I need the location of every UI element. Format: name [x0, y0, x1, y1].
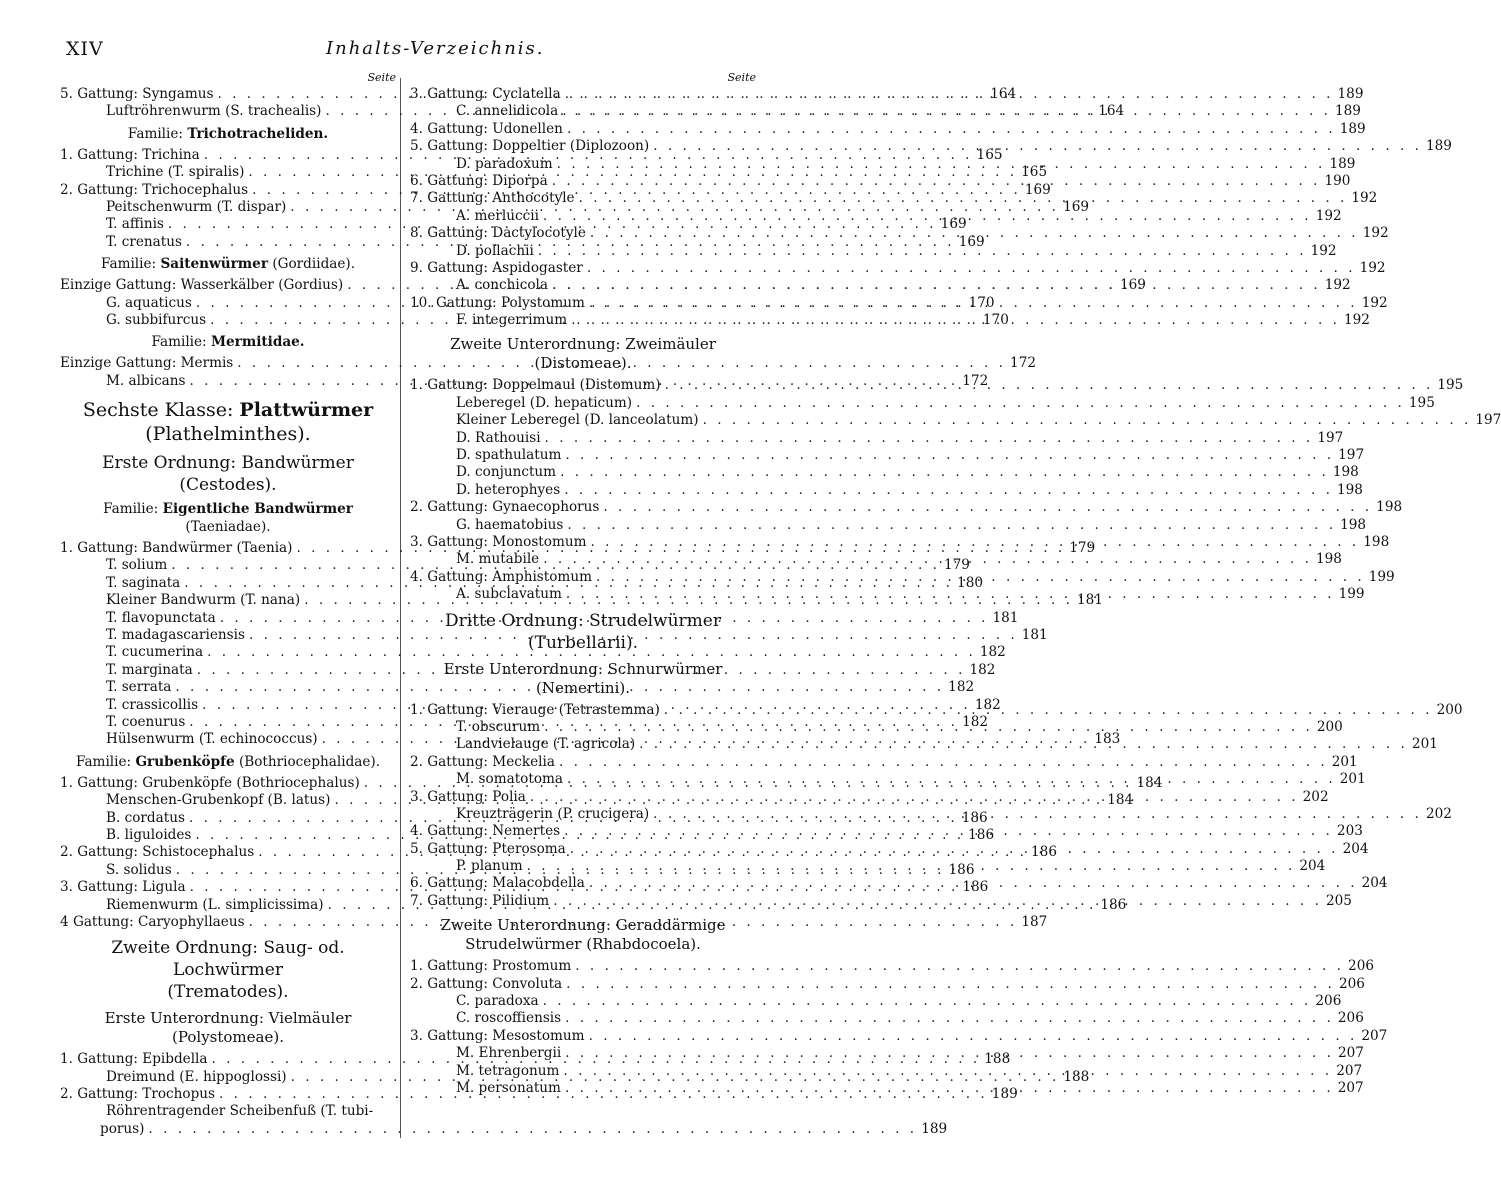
entry-label: Einzige Gattung: Mermis — [60, 355, 234, 372]
entry-label: M. albicans — [106, 372, 186, 389]
toc-entry — [410, 447, 1365, 464]
toc-entry — [60, 216, 967, 233]
toc-entry — [60, 1103, 396, 1120]
entry-label: Röhrentragender Scheibenfuß (T. tubi- — [106, 1103, 374, 1120]
entry-label: 2. Gattung: Convoluta — [410, 975, 563, 992]
entry-label: 4. Gattung: Udonellen — [410, 120, 563, 137]
page-ref: 188 — [984, 1051, 1011, 1068]
page-ref: 169 — [940, 216, 967, 233]
toc-entry — [410, 464, 1359, 481]
entry-label: 5. Gattung: Pterosoma — [410, 840, 566, 857]
heading-text: Erste Unterordnung: Vielmäuler — [104, 1009, 352, 1028]
family-prefix: Familie: — [75, 753, 136, 770]
page-ref: 197 — [1317, 429, 1344, 446]
entry-label: D. paradoxum — [456, 155, 553, 172]
entry-label: 2. Gattung: Schistocephalus — [60, 844, 255, 861]
entry-label: 2. Gattung: Gynaecophorus — [410, 499, 600, 516]
entry-label: G. haematobius — [456, 516, 564, 533]
entry-label: 5. Gattung: Doppeltier (Diplozoon) — [410, 138, 650, 155]
page-ref: 186 — [1100, 896, 1127, 913]
family-heading — [60, 500, 396, 536]
dot-leader — [563, 121, 1336, 138]
dot-leader — [558, 103, 1331, 120]
page-ref: 189 — [921, 1120, 948, 1137]
entry-label: T. cucumerina — [106, 644, 204, 661]
page-ref: 186 — [962, 879, 989, 896]
entry-label: Kleiner Bandwurm (T. nana) — [106, 592, 301, 609]
dot-leader — [548, 277, 1321, 294]
family-heading — [60, 125, 396, 143]
entry-label: D. conjunctum — [456, 464, 557, 481]
page-ref: 204 — [1342, 840, 1369, 857]
page-ref: 206 — [1337, 1010, 1364, 1027]
dot-leader — [539, 208, 1312, 225]
entry-label: 9. Gattung: Aspidogaster — [410, 259, 583, 276]
heading-text: Erste Ordnung: Bandwürmer (Cestodes). — [102, 453, 354, 496]
entry-label: T. madagascariensis — [106, 627, 245, 644]
entry-label: Leberegel (D. hepaticum) — [456, 394, 633, 411]
page-ref: 204 — [1361, 875, 1388, 892]
page-ref: 189 — [1329, 155, 1356, 172]
page-ref: 180 — [957, 574, 983, 591]
page-ref: 182 — [962, 713, 989, 730]
entry-label: Einzige Gattung: Wasserkälber (Gordius) — [60, 277, 344, 294]
entry-label: Riemenwurm (L. simplicissima) — [106, 896, 324, 913]
page-ref: 200 — [1436, 701, 1463, 718]
page-ref: 198 — [1336, 481, 1363, 498]
family-suffix: (Bothriocephalidae). — [234, 753, 381, 770]
entry-label: A. conchicola — [456, 277, 548, 294]
page-ref: 207 — [1337, 1045, 1364, 1062]
order-heading — [410, 610, 756, 654]
entry-label: A. subclavatum — [456, 586, 562, 603]
toc-entry — [410, 1027, 1388, 1045]
suborder-heading — [410, 335, 756, 373]
heading-latin: (Turbellarii). — [527, 632, 639, 653]
page-ref: 198 — [1315, 551, 1342, 568]
dot-leader — [649, 806, 1422, 823]
family-name: Eigentliche Bandwürmer — [162, 501, 353, 518]
dot-leader — [585, 295, 1358, 312]
dot-leader — [548, 173, 1321, 190]
entry-label: T. coenurus — [106, 713, 186, 730]
page-number: XIV — [66, 38, 104, 60]
entry-label: M. Ehrenbergii — [456, 1045, 562, 1062]
heading-text: Zweite Unterordnung: Zweimäuler — [450, 335, 716, 354]
entry-label: M. personatum — [456, 1079, 561, 1096]
page-ref: 197 — [1475, 412, 1501, 429]
dot-leader — [534, 243, 1307, 260]
heading-text: Dritte Ordnung: Strudelwürmer — [445, 610, 721, 631]
page-ref: 169 — [958, 233, 985, 250]
entry-label: C. roscoffiensis — [456, 1010, 562, 1027]
page-ref: 201 — [1339, 771, 1366, 788]
page-ref: 207 — [1361, 1027, 1388, 1044]
entry-label: 6. Gattung: Malacobdella — [410, 875, 585, 892]
entry-label: 10. Gattung: Polystomum — [410, 294, 585, 311]
page-ref: 207 — [1337, 1079, 1364, 1096]
entry-label: 7. Gattung: Pilidium — [410, 892, 550, 909]
entry-label: 8. Gattung: Dactylocotyle — [410, 225, 586, 242]
page-ref: 195 — [1437, 377, 1464, 394]
entry-label: 1. Gattung: Trichina — [60, 146, 200, 163]
dot-leader — [144, 1121, 917, 1138]
class-prefix: Sechste Klasse: — [82, 399, 240, 422]
family-prefix: Familie: — [151, 334, 211, 351]
dot-leader — [632, 395, 1405, 412]
family-suffix: (Taeniadae). — [185, 519, 271, 536]
dot-leader — [539, 993, 1312, 1010]
entry-label: G. subbifurcus — [106, 311, 207, 328]
entry-label: B. cordatus — [106, 809, 185, 826]
page-ref: 189 — [1337, 86, 1364, 102]
entry-label: D. heterophyes — [456, 481, 561, 498]
family-name: Mermitidae. — [210, 334, 305, 351]
family-suffix: (Gordiidae). — [268, 256, 356, 273]
entry-label: P. planum — [456, 858, 523, 875]
page-ref: 198 — [1332, 464, 1359, 481]
entry-label: Luftröhrenwurm (S. trachealis) — [106, 103, 322, 120]
entry-label: Dreimund (E. hippoglossi) — [106, 1068, 287, 1085]
seite-label: Seite — [367, 71, 396, 84]
page-ref: 192 — [1362, 225, 1389, 242]
dot-leader — [562, 976, 1335, 993]
dot-leader — [583, 260, 1356, 277]
toc-entry — [410, 975, 1365, 993]
seite-label: Seite — [727, 71, 756, 84]
suborder-heading — [60, 1009, 396, 1047]
entry-label: D. spathulatum — [456, 447, 562, 464]
dot-leader — [562, 586, 1335, 603]
page-ref: 197 — [1338, 447, 1365, 464]
entry-label: 1. Gattung: Vierauge (Tetrastemma) — [410, 701, 660, 718]
page-ref: 181 — [1076, 592, 1103, 609]
toc-entry — [60, 644, 1006, 661]
entry-label: T. solium — [106, 557, 168, 574]
page-ref: 187 — [1021, 913, 1048, 930]
page-ref: 198 — [1340, 516, 1367, 533]
dot-leader — [556, 464, 1329, 481]
page-ref: 206 — [1348, 958, 1374, 975]
page-ref: 181 — [992, 609, 1019, 626]
page-ref: 199 — [1368, 568, 1395, 585]
entry-label: 2. Gattung: Trochopus — [60, 1086, 216, 1103]
running-header-title: Inhalts-Verzeichnis. — [326, 38, 545, 59]
entry-label: G. aquaticus — [106, 294, 192, 311]
entry-label: 3. Gattung: Cyclatella — [410, 86, 561, 102]
entry-label: D. Rathouisi — [456, 429, 541, 446]
dot-leader — [592, 569, 1365, 586]
dot-leader — [561, 1080, 1334, 1097]
toc-entry — [410, 242, 1337, 260]
dot-leader — [660, 702, 1433, 719]
dot-leader — [541, 430, 1314, 447]
page-ref: 192 — [1310, 242, 1337, 259]
dot-leader — [699, 412, 1472, 429]
heading-latin: (Distomeae). — [534, 354, 632, 373]
entry-label: 4. Gattung: Amphistomum — [410, 568, 592, 585]
entry-label: Kreuzträgerin (P. crucigera) — [456, 805, 650, 822]
entry-label: 1. Gattung: Grubenköpfe (Bothriocephalus) — [60, 774, 360, 791]
page-ref: 189 — [1334, 103, 1361, 120]
entry-label: Hülsenwurm (T. echinococcus) — [106, 731, 318, 748]
page-ref: 190 — [1324, 172, 1351, 189]
toc-entry — [410, 394, 1435, 412]
entry-label: Trichine (T. spiralis) — [106, 164, 245, 181]
dot-leader — [540, 719, 1313, 736]
page-ref: 192 — [1361, 294, 1388, 311]
entry-label: B. liguloides — [106, 826, 192, 843]
page-ref: 202 — [1302, 788, 1329, 805]
entry-label: 7. Gattung: Anthocotyle — [410, 190, 575, 207]
dot-leader — [561, 447, 1334, 464]
entry-label: 1. Gattung: Doppelmaul (Distomum) — [410, 377, 661, 394]
entry-label: M. somatotoma — [456, 771, 564, 788]
dot-leader — [559, 1063, 1332, 1080]
page-ref: 164 — [1098, 103, 1125, 120]
entry-label: C. annelidicola — [456, 103, 559, 120]
page-ref: 192 — [1359, 259, 1386, 276]
toc-entry — [410, 1010, 1364, 1027]
dot-leader — [599, 499, 1372, 516]
entry-label: 3. Gattung: Mesostomum — [410, 1027, 585, 1044]
page-ref: 184 — [1136, 774, 1163, 791]
page-ref: 189 — [991, 1086, 1018, 1103]
page-ref: 169 — [1024, 181, 1051, 198]
page-ref: 184 — [1107, 792, 1134, 809]
class-name: Plattwürmer — [239, 399, 374, 422]
class-latin: (Plathelminthes). — [145, 423, 311, 446]
page-ref: 172 — [1010, 355, 1036, 372]
entry-label: T. crassicollis — [106, 696, 199, 713]
toc-entry — [410, 412, 1501, 429]
entry-label: 5. Gattung: Syngamus — [60, 86, 214, 102]
page-ref: 181 — [1021, 627, 1048, 644]
page-ref: 164 — [990, 86, 1017, 102]
dot-leader — [553, 156, 1326, 173]
dot-leader — [523, 858, 1296, 875]
dot-leader — [539, 551, 1312, 568]
class-heading — [60, 398, 396, 446]
dot-leader — [567, 312, 1340, 329]
page-ref: 192 — [1351, 190, 1378, 207]
order-heading — [60, 452, 396, 496]
entry-label: M. mutabile — [456, 551, 540, 568]
page-ref: 201 — [1331, 753, 1358, 770]
entry-label: 1. Gattung: Epibdella — [60, 1051, 208, 1068]
entry-label: C. paradoxa — [456, 993, 539, 1010]
page-ref: 207 — [1336, 1062, 1363, 1079]
entry-label: T. saginata — [106, 574, 181, 591]
toc-entry — [60, 1120, 948, 1138]
page-ref: 200 — [1316, 718, 1343, 735]
entry-label: M. tetragonum — [456, 1062, 560, 1079]
page-ref: 172 — [962, 372, 989, 389]
entry-label: Menschen-Grubenkopf (B. latus) — [106, 792, 331, 809]
page-ref: 188 — [1063, 1068, 1090, 1085]
heading-latin: (Trematodes). — [167, 982, 289, 1003]
page-ref: 204 — [1299, 858, 1326, 875]
entry-label: 1. Gattung: Bandwürmer (Taenia) — [60, 540, 293, 557]
dot-leader — [661, 377, 1434, 394]
suborder-heading — [410, 916, 756, 954]
entry-label: T. crenatus — [106, 233, 182, 250]
page-ref: 182 — [969, 661, 996, 678]
toc-entry — [410, 259, 1386, 277]
page-ref: 165 — [1021, 164, 1048, 181]
page-ref: 201 — [1411, 736, 1438, 753]
entry-label: 4. Gattung: Nemertes — [410, 823, 561, 840]
toc-entry — [410, 481, 1363, 499]
dot-leader — [560, 482, 1333, 499]
dot-leader — [649, 138, 1422, 155]
dot-leader — [587, 534, 1360, 551]
entry-label: T. marginata — [106, 661, 193, 678]
dot-leader — [563, 771, 1336, 788]
family-name: Trichotracheliden. — [187, 125, 329, 142]
page-ref: 203 — [1336, 823, 1363, 840]
entry-label: A. merluccii — [456, 207, 539, 224]
entry-label: T. affinis — [106, 216, 164, 233]
page-ref: 199 — [1338, 586, 1365, 603]
page-ref: 189 — [1339, 120, 1366, 137]
entry-label: Kleiner Leberegel (D. lanceolatum) — [456, 412, 699, 429]
page-ref: 192 — [1315, 207, 1342, 224]
dot-leader — [585, 1028, 1358, 1045]
page-ref: 170 — [982, 311, 1009, 328]
page-ref: 195 — [1408, 394, 1435, 411]
page-ref: 206 — [1338, 975, 1365, 992]
dot-leader — [561, 86, 1334, 103]
dot-leader — [585, 875, 1358, 892]
page-ref: 186 — [961, 809, 988, 826]
entry-label: 6. Gattung: Diporpa — [410, 172, 548, 189]
dot-leader — [561, 1010, 1334, 1027]
dot-leader — [563, 517, 1336, 534]
dot-leader — [566, 841, 1339, 858]
dot-leader — [571, 958, 1344, 975]
page-ref: 205 — [1325, 892, 1352, 909]
suborder-heading — [410, 660, 756, 698]
page-ref: 182 — [948, 679, 975, 696]
page-ref: 186 — [1031, 844, 1057, 861]
family-prefix: Familie: — [103, 501, 163, 518]
entry-label: S. solidus — [106, 861, 172, 878]
family-heading — [60, 333, 396, 351]
entry-label: 3. Gattung: Polia — [410, 788, 526, 805]
page-ref: 182 — [979, 644, 1006, 661]
toc-entry — [410, 993, 1342, 1010]
entry-label: D. pollachii — [456, 242, 534, 259]
entry-label: 2. Gattung: Meckelia — [410, 753, 555, 770]
page-ref: 179 — [1069, 540, 1096, 557]
heading-latin: Strudelwürmer (Rhabdocoela). — [465, 935, 701, 954]
entry-label: porus) — [100, 1120, 145, 1137]
entry-label: 3. Gattung: Ligula — [60, 879, 186, 896]
family-heading — [60, 255, 396, 273]
entry-label: Landvielauge (T. agricola) — [456, 736, 636, 753]
family-name: Grubenköpfe — [135, 753, 235, 770]
heading-text: Zweite Unterordnung: Geraddärmige — [440, 916, 726, 935]
entry-label: 1. Gattung: Prostomum — [410, 958, 572, 975]
toc-entry — [410, 429, 1344, 447]
dot-leader — [560, 823, 1333, 840]
dot-leader — [526, 789, 1299, 806]
entry-label: T. serrata — [106, 679, 172, 696]
page-ref: 192 — [1343, 312, 1370, 329]
entry-label: T. flavopunctata — [106, 609, 216, 626]
heading-latin: (Nemertini). — [535, 678, 631, 697]
page-ref: 182 — [974, 696, 1001, 713]
entry-label: 4 Gattung: Caryophyllaeus — [60, 913, 245, 930]
toc-entry — [410, 120, 1366, 138]
family-heading — [60, 753, 396, 771]
entry-label: 3. Gattung: Monostomum — [410, 533, 587, 550]
dot-leader — [635, 736, 1408, 753]
family-prefix: Familie: — [100, 256, 161, 273]
entry-label: 2. Gattung: Trichocephalus — [60, 181, 249, 198]
toc-entry — [410, 753, 1358, 771]
family-prefix: Familie: — [127, 125, 188, 142]
heading-latin: (Polystomeae). — [172, 1028, 284, 1047]
page-ref: 198 — [1376, 499, 1403, 516]
page-ref: 169 — [1063, 198, 1090, 215]
page-ref: 192 — [1324, 277, 1351, 294]
page-ref: 169 — [1119, 277, 1146, 294]
dot-leader — [575, 190, 1348, 207]
page-ref: 206 — [1315, 993, 1342, 1010]
toc-entry — [410, 499, 1403, 516]
toc-entry — [410, 516, 1367, 534]
entry-label: T. obscurum — [456, 718, 541, 735]
entry-label: Peitschenwurm (T. dispar) — [106, 198, 287, 215]
page-ref: 189 — [1425, 138, 1452, 155]
toc-entry — [410, 958, 1374, 975]
entry-label: F. integerrimum — [456, 312, 568, 329]
page-ref: 170 — [968, 294, 995, 311]
dot-leader — [555, 754, 1328, 771]
page-ref: 183 — [1094, 731, 1121, 748]
page-ref: 186 — [948, 861, 975, 878]
page-ref: 186 — [968, 826, 995, 843]
page-ref: 198 — [1363, 533, 1390, 550]
dot-leader — [549, 893, 1322, 910]
heading-text: Zweite Ordnung: Saug- od. Lochwürmer — [111, 938, 345, 981]
family-name: Saitenwürmer — [160, 256, 268, 273]
page-ref: 202 — [1425, 805, 1452, 822]
page-ref: 179 — [943, 557, 970, 574]
dot-leader — [586, 225, 1359, 242]
page-ref: 165 — [976, 146, 1003, 163]
heading-text: Erste Unterordnung: Schnurwürmer — [443, 659, 723, 678]
dot-leader — [561, 1045, 1334, 1062]
order-heading — [60, 937, 396, 1003]
